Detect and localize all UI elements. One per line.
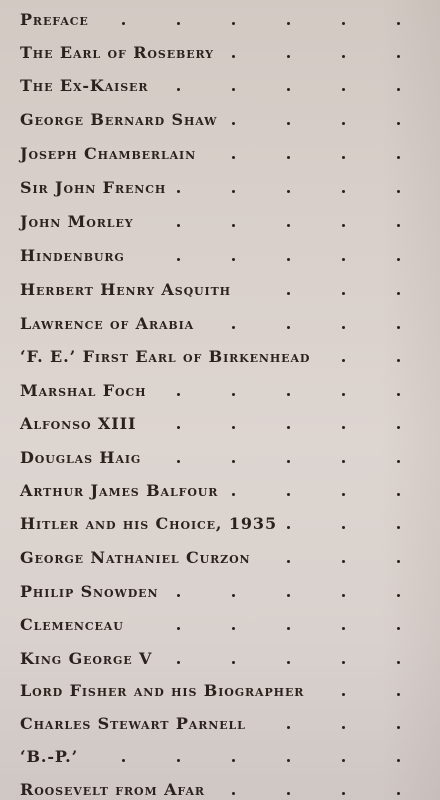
leader-dot bbox=[342, 122, 345, 125]
leader-dot bbox=[397, 224, 400, 227]
toc-entry bbox=[20, 706, 410, 732]
toc-entry bbox=[20, 35, 410, 61]
leader-dot bbox=[232, 426, 235, 429]
toc-entry-title: Arthur James Balfour bbox=[20, 481, 219, 500]
leader-dot bbox=[342, 88, 345, 91]
toc-entry bbox=[20, 440, 410, 466]
leader-dot bbox=[232, 88, 235, 91]
toc-entry bbox=[20, 607, 410, 633]
dot-leader bbox=[205, 772, 410, 798]
leader-dot bbox=[287, 661, 290, 664]
toc-entry bbox=[20, 406, 410, 432]
leader-dot bbox=[342, 224, 345, 227]
leader-dot bbox=[287, 594, 290, 597]
leader-dot bbox=[232, 460, 235, 463]
leader-dot bbox=[177, 627, 180, 630]
dot-leader bbox=[141, 440, 410, 466]
toc-entry bbox=[20, 170, 410, 196]
leader-dot bbox=[177, 460, 180, 463]
leader-dot bbox=[397, 759, 400, 762]
leader-dot bbox=[287, 122, 290, 125]
toc-entry bbox=[20, 136, 410, 162]
dot-leader bbox=[146, 373, 410, 399]
leader-dot bbox=[232, 122, 235, 125]
leader-dot bbox=[342, 55, 345, 58]
leader-dot bbox=[397, 493, 400, 496]
leader-dot bbox=[287, 292, 290, 295]
dot-leader bbox=[124, 607, 410, 633]
leader-dot bbox=[397, 258, 400, 261]
toc-entry bbox=[20, 339, 410, 365]
leader-dot bbox=[177, 88, 180, 91]
leader-dot bbox=[232, 627, 235, 630]
leader-dot bbox=[177, 22, 180, 25]
toc-entry bbox=[20, 506, 410, 532]
dot-leader bbox=[78, 739, 410, 765]
leader-dot bbox=[232, 326, 235, 329]
toc-entry-title: Roosevelt from Afar bbox=[20, 780, 205, 799]
leader-dot bbox=[342, 594, 345, 597]
dot-leader bbox=[310, 339, 410, 365]
toc-entry bbox=[20, 68, 410, 94]
leader-dot bbox=[287, 759, 290, 762]
leader-dot bbox=[397, 156, 400, 159]
leader-dot bbox=[397, 326, 400, 329]
toc-entry bbox=[20, 306, 410, 332]
leader-dot bbox=[397, 792, 400, 795]
dot-leader bbox=[89, 2, 410, 28]
leader-dot bbox=[397, 661, 400, 664]
leader-dot bbox=[177, 759, 180, 762]
leader-dot bbox=[342, 627, 345, 630]
leader-dot bbox=[232, 792, 235, 795]
leader-dot bbox=[232, 190, 235, 193]
toc-entry bbox=[20, 238, 410, 264]
leader-dot bbox=[232, 156, 235, 159]
toc-entry-title: Charles Stewart Parnell bbox=[20, 714, 246, 733]
toc-entry bbox=[20, 204, 410, 230]
leader-dot bbox=[342, 661, 345, 664]
toc-entry-title: Joseph Chamberlain bbox=[20, 144, 197, 163]
leader-dot bbox=[342, 359, 345, 362]
leader-dot bbox=[287, 792, 290, 795]
leader-dot bbox=[397, 393, 400, 396]
leader-dot bbox=[177, 426, 180, 429]
leader-dot bbox=[287, 426, 290, 429]
toc-entry-title: ‘F. E.’ First Earl of Birkenhead bbox=[20, 347, 311, 366]
toc-entry-title: Herbert Henry Asquith bbox=[20, 280, 231, 299]
toc-entry-title: Clemenceau bbox=[20, 615, 124, 634]
leader-dot bbox=[397, 22, 400, 25]
toc-entry bbox=[20, 574, 410, 600]
leader-dot bbox=[232, 55, 235, 58]
leader-dot bbox=[122, 22, 125, 25]
leader-dot bbox=[397, 460, 400, 463]
leader-dot bbox=[397, 726, 400, 729]
leader-dot bbox=[287, 55, 290, 58]
leader-dot bbox=[342, 190, 345, 193]
dot-leader bbox=[217, 102, 410, 128]
dot-leader bbox=[166, 170, 410, 196]
leader-dot bbox=[287, 224, 290, 227]
toc-entry-title: Preface bbox=[20, 10, 89, 29]
leader-dot bbox=[287, 156, 290, 159]
leader-dot bbox=[287, 393, 290, 396]
leader-dot bbox=[232, 493, 235, 496]
leader-dot bbox=[342, 693, 345, 696]
leader-dot bbox=[397, 594, 400, 597]
toc-entry-title: Hindenburg bbox=[20, 246, 125, 265]
leader-dot bbox=[287, 190, 290, 193]
leader-dot bbox=[342, 526, 345, 529]
leader-dot bbox=[342, 156, 345, 159]
toc-entry-title: Philip Snowden bbox=[20, 582, 159, 601]
leader-dot bbox=[397, 55, 400, 58]
leader-dot bbox=[177, 594, 180, 597]
toc-entry-title: King George V bbox=[20, 649, 153, 668]
toc-entry-title: Marshal Foch bbox=[20, 381, 147, 400]
leader-dot bbox=[342, 292, 345, 295]
leader-dot bbox=[397, 190, 400, 193]
dot-leader bbox=[196, 136, 410, 162]
leader-dot bbox=[397, 560, 400, 563]
leader-dot bbox=[177, 258, 180, 261]
leader-dot bbox=[342, 258, 345, 261]
dot-leader bbox=[251, 540, 410, 566]
dot-leader bbox=[218, 473, 410, 499]
leader-dot bbox=[397, 122, 400, 125]
leader-dot bbox=[342, 22, 345, 25]
leader-dot bbox=[232, 661, 235, 664]
dot-leader bbox=[152, 641, 410, 667]
leader-dot bbox=[342, 560, 345, 563]
dot-leader bbox=[133, 204, 410, 230]
toc-entry-title: ‘B.-P.’ bbox=[20, 747, 79, 766]
leader-dot bbox=[342, 759, 345, 762]
toc-entry bbox=[20, 739, 410, 765]
leader-dot bbox=[342, 393, 345, 396]
leader-dot bbox=[177, 190, 180, 193]
toc-entry-title: Douglas Haig bbox=[20, 448, 142, 467]
leader-dot bbox=[232, 224, 235, 227]
leader-dot bbox=[287, 258, 290, 261]
leader-dot bbox=[232, 22, 235, 25]
toc-entry bbox=[20, 102, 410, 128]
leader-dot bbox=[232, 759, 235, 762]
leader-dot bbox=[232, 594, 235, 597]
leader-dot bbox=[397, 88, 400, 91]
dot-leader bbox=[148, 68, 410, 94]
leader-dot bbox=[287, 726, 290, 729]
toc-entry-title: John Morley bbox=[20, 212, 134, 231]
leader-dot bbox=[177, 661, 180, 664]
dot-leader bbox=[158, 574, 410, 600]
leader-dot bbox=[397, 526, 400, 529]
toc-entry bbox=[20, 272, 410, 298]
leader-dot bbox=[397, 359, 400, 362]
toc-entry-title: The Ex-Kaiser bbox=[20, 76, 149, 95]
leader-dot bbox=[287, 493, 290, 496]
dot-leader bbox=[304, 673, 410, 699]
leader-dot bbox=[287, 460, 290, 463]
leader-dot bbox=[287, 88, 290, 91]
toc-entry-title: Hitler and his Choice, 1935 bbox=[20, 514, 277, 533]
leader-dot bbox=[287, 526, 290, 529]
leader-dot bbox=[287, 326, 290, 329]
leader-dot bbox=[397, 426, 400, 429]
leader-dot bbox=[232, 393, 235, 396]
toc-entry bbox=[20, 2, 410, 28]
toc-entry bbox=[20, 373, 410, 399]
leader-dot bbox=[342, 460, 345, 463]
leader-dot bbox=[177, 393, 180, 396]
dot-leader bbox=[125, 238, 410, 264]
toc-entry-title: George Nathaniel Curzon bbox=[20, 548, 251, 567]
dot-leader bbox=[277, 506, 410, 532]
leader-dot bbox=[397, 627, 400, 630]
leader-dot bbox=[177, 224, 180, 227]
toc-entry-title: Alfonso XIII bbox=[20, 414, 137, 433]
leader-dot bbox=[287, 627, 290, 630]
leader-dot bbox=[342, 792, 345, 795]
leader-dot bbox=[342, 726, 345, 729]
dot-leader bbox=[194, 306, 410, 332]
dot-leader bbox=[136, 406, 410, 432]
leader-dot bbox=[287, 22, 290, 25]
toc-entry bbox=[20, 641, 410, 667]
toc-entry bbox=[20, 473, 410, 499]
toc-entry-title: Lord Fisher and his Biographer bbox=[20, 681, 305, 700]
toc-entry-title: Lawrence of Arabia bbox=[20, 314, 195, 333]
leader-dot bbox=[397, 292, 400, 295]
leader-dot bbox=[122, 759, 125, 762]
leader-dot bbox=[342, 326, 345, 329]
leader-dot bbox=[342, 426, 345, 429]
toc-entry bbox=[20, 673, 410, 699]
dot-leader bbox=[214, 35, 410, 61]
leader-dot bbox=[397, 693, 400, 696]
toc-entry bbox=[20, 540, 410, 566]
toc-entry-title: Sir John French bbox=[20, 178, 167, 197]
toc-entry bbox=[20, 772, 410, 798]
toc-entry-title: George Bernard Shaw bbox=[20, 110, 218, 129]
dot-leader bbox=[231, 272, 410, 298]
dot-leader bbox=[246, 706, 410, 732]
leader-dot bbox=[232, 258, 235, 261]
leader-dot bbox=[287, 560, 290, 563]
leader-dot bbox=[342, 493, 345, 496]
toc-entry-title: The Earl of Rosebery bbox=[20, 43, 214, 62]
